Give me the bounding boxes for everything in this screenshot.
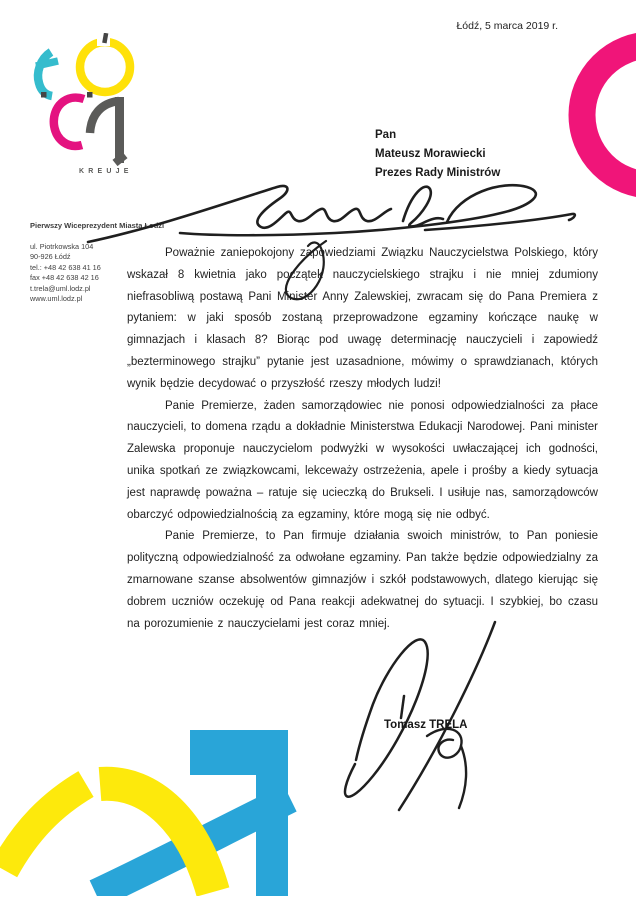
recipient-line: Mateusz Morawiecki	[375, 148, 486, 160]
letter-body	[127, 243, 598, 635]
paragraph: Panie Premierze, to Pan firmuje działania swoich ministrów, to Pan poniesie polityczną odpowiedzialność za odwołane egzaminy. Pan także będzie odpowiedzialny za zmarnowane szanse absolwentów gimnazjów i szkół podstawowych, dlatego kierując się dobrem uczniów oczekuję od Pana reakcji adekwatnej do sytuacji. I szybkiej, bo czasu na porozumienie z nauczycielami jest coraz mniej.	[127, 530, 598, 630]
sender-address-line: fax +48 42 638 42 16	[30, 273, 99, 283]
lodz-kreuje-logo-icon	[28, 33, 138, 173]
paragraph: Poważnie zaniepokojony zapowiedziami Związku Nauczycielstwa Polskiego, który wskazał 8 kwietnia jako początek nauczycielskiego strajku i nie mniej zdumiony niefrasobliwą postawą Pani Minister Anny Zalewskiej, zwracam się do Pana Premiera z pytaniem: w jaki sposób zostaną przeprowadzone egzaminy kończące naukę w gimnazjach i klasach 8? Biorąc pod uwagę determinację nauczycieli i zapowiedź „bezterminowego strajku” pytanie jest uzasadnione, mówimy o sprawdzianach, których wynik będzie decydować o przyszłość rzeszy młodych ludzi!	[127, 247, 598, 390]
recipient-block	[375, 126, 500, 183]
sender-email: t.trela@uml.lodz.pl	[30, 283, 91, 293]
sender-website: www.uml.lodz.pl	[30, 294, 83, 304]
paragraph: Panie Premierze, żaden samorządowiec nie ponosi odpowiedzialności za płace nauczycieli, to domena rządu a dokładnie Ministerstwa Edukacji Narodowej. Pani minister Zalewska proponuje nauczycielom podwyżki w wysokości uwłaczającej ich godności, unika spotkań ze związkowcami, lekceważy ostrzeżenia, apele i prośby a kiedy sytuacja jest naprawdę poważna – ratuje się ucieczką do Brukseli. I usiłuje nas, samorządowców obarczyć odpowiedzialnością za egzaminy, które mogą się nie odbyć.	[127, 399, 598, 521]
sender-address-line: tel.: +48 42 638 41 16	[30, 262, 101, 272]
recipient-line: Prezes Rady Ministrów	[375, 167, 501, 179]
signature-name: Tomasz TRELA	[384, 719, 468, 731]
recipient-line: Pan	[375, 129, 397, 141]
logo-wordmark: KREUJE	[79, 168, 133, 175]
bottom-logo-decoration	[0, 718, 320, 896]
sender-address-line: ul. Piotrkowska 104	[30, 242, 94, 251]
sender-address-line: 90-926 Łódź	[30, 252, 71, 262]
sender-address-block	[30, 242, 101, 304]
sender-title: Pierwszy Wiceprezydent Miasta Łodzi	[30, 221, 165, 230]
date-line: Łódź, 5 marca 2019 r.	[456, 20, 558, 32]
